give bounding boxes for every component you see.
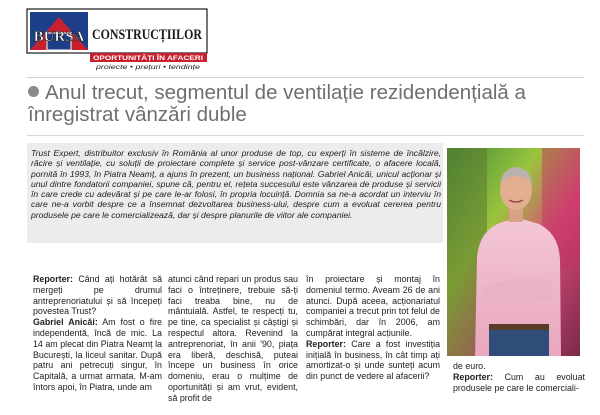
article-headline	[28, 82, 588, 126]
top-divider	[27, 77, 584, 78]
logo-word2: CONSTRUCȚIILOR	[92, 27, 203, 43]
reporter-label: Reporter:	[453, 371, 493, 382]
column-4-text: de euro.	[453, 361, 486, 371]
reporter-label: Reporter:	[306, 338, 346, 349]
logo-tagline2: proiecte • prețuri • tendințe	[94, 64, 201, 71]
column-2-text: atunci când repari un produs sau faci o întreținere, trebuie să-ți faci treaba bine, nu de mântuială. Astfel, te respecți tu, pe tine, ca specialist și câștigi și respectul altora. Revenind la antreprenoriat, în anii '90, piața era liberă, deschisă, puteai începe un business în orice domeniu, erau o mulțime de oportunități și am vrut, evident, să profit de	[168, 274, 298, 403]
article-intro: Trust Expert, distribuitor exclusiv în România al unor produse de top, cu experți în sisteme de încălzire, răcire și ventilație, cu soluții de proiectare complete și service post-vânzare certificate, o afacere locală, pornită în 1993, în Piatra Neamț, a ajuns în prezent, un business național. Gabriel Anicăi, unicul acționar și unul dintre fondatorii companiei, spune că, pentru el, rețeta succesului este vânzarea de produse și servicii în care crede cu adevărat și pe care le-ar folosi, în propria locuință. Domnia sa ne-a acordat un interviu în care ne-a vorbit despre ce a însemnat dezvoltarea business-ului, despre cum a evoluat cererea pentru produsele pe care le comercializează, dar și despre planurile de viitor ale companiei.	[31, 148, 441, 220]
interviewee-answer-1: Am fost o fire independentă, încă de mic. La 14 am plecat din Piatra Neamț la București, la liceul sanitar. După patru ani petrecuți singur, în Capitală, a urmat armata. M-am întors apoi, în Piatra, unde am	[33, 317, 162, 392]
interviewee-label: Gabriel Anicăi:	[33, 317, 98, 328]
article-column-4	[453, 361, 585, 393]
column-3-text: în proiectare și montaj în domeniul termo. Aveam 26 de ani atunci. După aceea, acționariatul companiei a trecut prin tot felul de schimbări, dar în 2006, am cumpărat integral acțiunile.	[306, 274, 440, 338]
portrait-photo	[447, 148, 580, 356]
article-column-1	[33, 274, 162, 393]
bullet-icon	[28, 86, 39, 97]
article-column-2	[168, 274, 298, 404]
reporter-question-1: Când ați hotărât să mergeți pe drumul antreprenoriatului și să începeți povestea Trust?	[33, 274, 163, 317]
headline-divider	[27, 135, 584, 136]
article-column-3	[306, 274, 440, 382]
reporter-question-3: Cum au evoluat produsele pe care le comerciali-	[453, 371, 585, 393]
headline-text: Anul trecut, segmentul de ventilație rezidendențială a înregistrat vânzări duble	[28, 81, 526, 126]
logo-tagline1: OPORTUNITĂȚI ÎN AFACERI	[93, 55, 178, 62]
logo-word1: BURSA	[33, 29, 85, 45]
reporter-label: Reporter:	[33, 274, 73, 284]
bursa-constructiilor-logo[interactable]	[27, 9, 207, 71]
reporter-question-2: Care a fost investiția inițială în business, în cât timp ați amortizat-o și unde sunteți acum din punct de vedere al afacerii?	[306, 338, 441, 382]
